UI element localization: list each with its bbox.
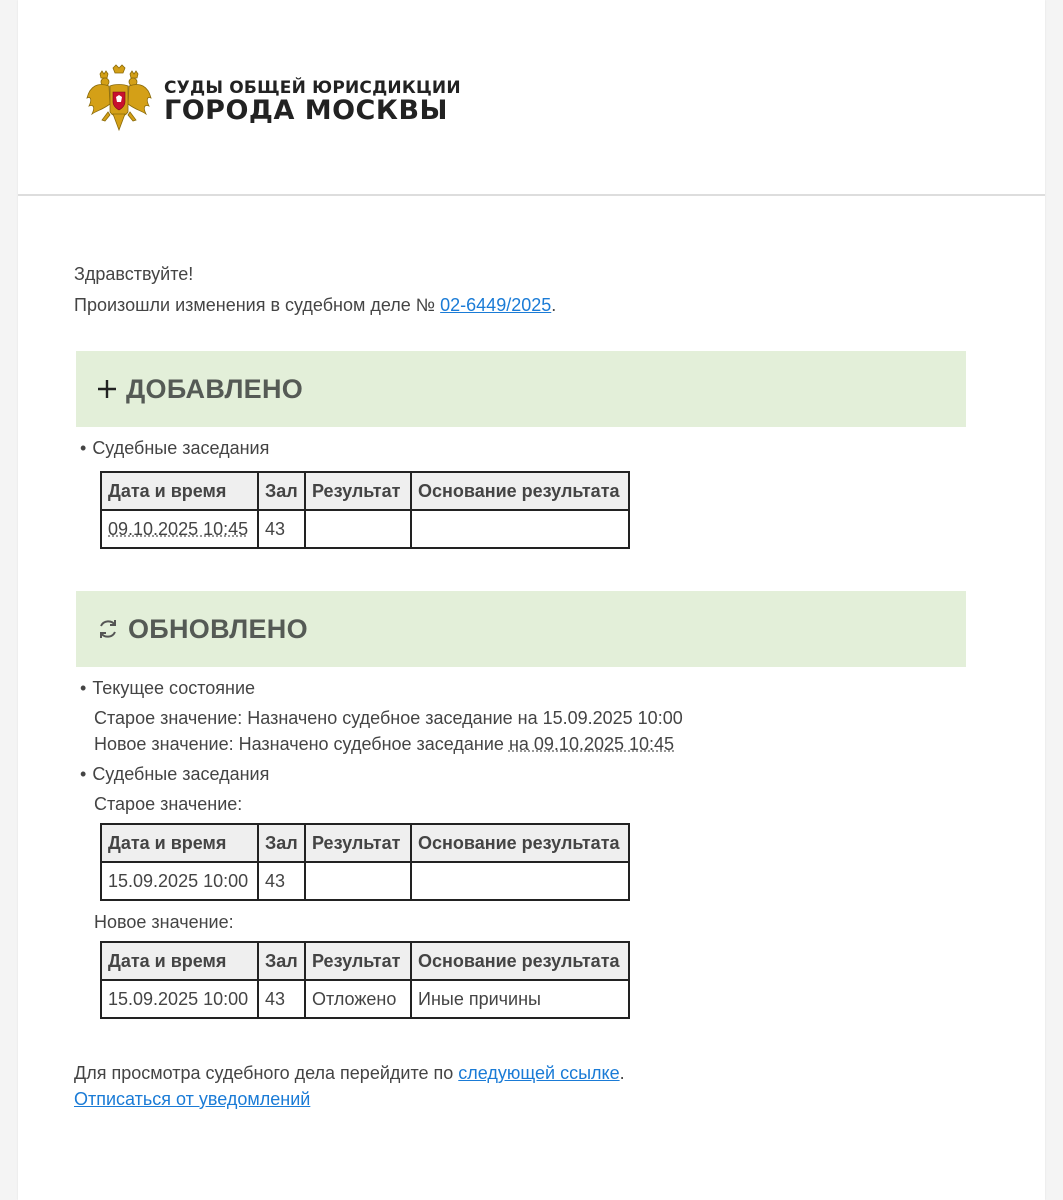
table-header-row [101, 942, 629, 980]
old-hearings-table [100, 823, 630, 901]
view-case-line [74, 1061, 994, 1085]
case-number-link[interactable]: 02-6449/2025 [440, 295, 552, 315]
cell-result-basis [411, 510, 629, 548]
col-datetime: Дата и время [101, 942, 258, 980]
col-result-basis: Основание результата [411, 942, 629, 980]
state-old-value: Старое значение: Назначено судебное заседание на 15.09.2025 10:00 [94, 708, 683, 728]
new-value-label: Новое значение: [94, 912, 234, 932]
cell-result: Отложено [305, 980, 411, 1018]
state-new-prefix: Новое значение: Назначено судебное заседание [94, 734, 509, 754]
table-header-row [101, 472, 629, 510]
greeting: Здравствуйте! [74, 264, 194, 284]
state-new-value [94, 731, 994, 757]
view-case-link[interactable]: следующей ссылке [458, 1063, 620, 1083]
col-result-basis: Основание результата [411, 472, 629, 510]
coat-of-arms-icon [86, 64, 152, 134]
hearing-date-link[interactable]: 09.10.2025 10:45 [108, 518, 249, 539]
email-container [18, 0, 1045, 1200]
plus-icon [96, 378, 118, 400]
logo-line2: ГОРОДА МОСКВЫ [164, 95, 449, 126]
logo-line1: СУДЫ ОБЩЕЙ ЮРИСДИКЦИИ [164, 78, 461, 98]
old-value-label: Старое значение: [94, 794, 243, 814]
updated-hearings-bullet: • Судебные заседания [80, 761, 994, 787]
changes-line [74, 293, 994, 317]
new-hearings-table [100, 941, 630, 1019]
col-datetime: Дата и время [101, 824, 258, 862]
added-section-header [76, 351, 966, 427]
table-row [101, 510, 629, 548]
table-row [101, 980, 629, 1018]
cell-datetime: 15.09.2025 10:00 [101, 980, 258, 1018]
email-body [74, 262, 994, 1111]
added-hearings-bullet: • Судебные заседания [80, 435, 994, 461]
cell-hall: 43 [258, 980, 305, 1018]
col-result-basis: Основание результата [411, 824, 629, 862]
cell-result [305, 510, 411, 548]
added-section-title: ДОБАВЛЕНО [126, 373, 304, 404]
unsubscribe-link[interactable]: Отписаться от уведомлений [74, 1089, 311, 1109]
cell-result-basis [411, 862, 629, 900]
col-result: Результат [305, 472, 411, 510]
cell-hall: 43 [258, 510, 305, 548]
cell-result-basis: Иные причины [411, 980, 629, 1018]
changes-text: Произошли изменения в судебном деле № [74, 295, 436, 315]
updated-section-header [76, 591, 966, 667]
view-case-period: . [619, 1063, 625, 1083]
cell-hall: 43 [258, 862, 305, 900]
table-row [101, 862, 629, 900]
unsubscribe-line [74, 1087, 994, 1111]
changes-period: . [551, 295, 557, 315]
col-hall: Зал [258, 472, 305, 510]
updated-section-title: ОБНОВЛЕНО [128, 613, 308, 644]
state-new-date-link[interactable]: на 09.10.2025 10:45 [508, 734, 675, 754]
email-header [18, 0, 1045, 196]
col-hall: Зал [258, 942, 305, 980]
col-hall: Зал [258, 824, 305, 862]
added-hearings-table [100, 471, 630, 549]
cell-datetime: 15.09.2025 10:00 [101, 862, 258, 900]
cell-datetime[interactable] [101, 510, 258, 548]
table-header-row [101, 824, 629, 862]
refresh-icon [96, 617, 120, 641]
cell-result [305, 862, 411, 900]
view-case-text: Для просмотра судебного дела перейдите по [74, 1063, 454, 1083]
col-datetime: Дата и время [101, 472, 258, 510]
state-bullet: • Текущее состояние [80, 675, 994, 701]
col-result: Результат [305, 824, 411, 862]
col-result: Результат [305, 942, 411, 980]
